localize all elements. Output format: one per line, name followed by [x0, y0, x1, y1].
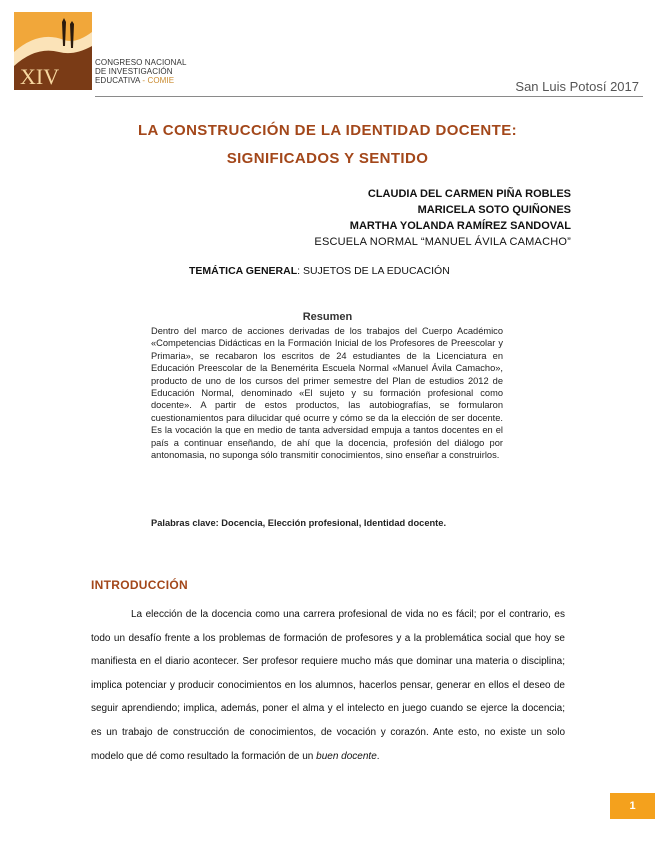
introduction-body	[91, 603, 565, 768]
logo-comie: - COMIE	[140, 76, 175, 85]
event-location: San Luis Potosí 2017	[515, 79, 639, 94]
authors-block	[314, 186, 571, 250]
author-3: MARTHA YOLANDA RAMÍREZ SANDOVAL	[349, 220, 571, 232]
header-divider	[95, 96, 643, 97]
abstract-text: Dentro del marco de acciones derivadas de los trabajos del Cuerpo Académico «Competencias Didácticas en la Formación Inicial de los Profesores de Preescolar y Primaria», se recabaron los escritos de 24 estudiantes de la Licenciatura en Educación Preescolar de la Benemérita Escuela Normal «Manuel Ávila Camacho», producto de uno de los cursos del primer semestre del Plan de estudios 2012 de Educación Normal, denominado «El sujeto y su formación profesional como docente». A partir de estos productos, las autobiografías, se formularon cuestionamientos para dilucidar qué ocurre y cómo se da la elección de ser docente. Es la vocación la que en medio de tanta adversidad empuja a tantos docentes en el país a continuar enseñando, de ahí que la docencia, profesión del diálogo por antonomasia, no suponga sólo transmitir conocimientos, sino enseñar a construirlos.	[151, 326, 503, 461]
tematica-label: TEMÁTICA GENERAL	[189, 265, 298, 277]
author-2: MARICELA SOTO QUIÑONES	[417, 204, 571, 216]
tematica-value: : SUJETOS DE LA EDUCACIÓN	[297, 265, 450, 277]
introduction-paragraph	[91, 603, 565, 768]
page-number: 1	[610, 793, 655, 819]
introduction-end: .	[376, 750, 380, 762]
paper-title-line-1: LA CONSTRUCCIÓN DE LA IDENTIDAD DOCENTE:	[137, 122, 518, 139]
institution: ESCUELA NORMAL “MANUEL ÁVILA CAMACHO”	[314, 236, 571, 248]
keywords-label: Palabras clave:	[151, 518, 219, 528]
logo-line-1: CONGRESO NACIONAL	[95, 58, 187, 67]
introduction-heading: INTRODUCCIÓN	[91, 578, 188, 592]
introduction-text: La elección de la docencia como una carrera profesional de vida no es fácil; por el contrario, es todo un desafío frente a los problemas de formación de profesores y a la problemática social que hoy se manifiesta en el diario acontecer. Ser profesor requiere mucho más que dominar una materia o disciplina; implica potenciar y producir conocimientos en los alumnos, hacerlos pensar, generar en ellos el deseo de seguir aprendiendo; implica, además, poner el alma y el intelecto en juego cuando se ejerce la docencia; es un trabajo de construcción de conocimientos, de vocación y corazón. Ante esto, no existe un solo modelo que dé como resultado la formación de un	[91, 609, 565, 762]
introduction-emphasis: buen docente	[316, 750, 377, 762]
congress-logo	[14, 12, 92, 90]
author-1: CLAUDIA DEL CARMEN PIÑA ROBLES	[367, 188, 571, 200]
logo-numeral: XIV	[20, 64, 60, 89]
keywords	[151, 518, 446, 528]
logo-line-2: DE INVESTIGACIÓN	[95, 67, 173, 76]
paper-title-line-2: SIGNIFICADOS Y SENTIDO	[226, 150, 429, 167]
abstract-heading: Resumen	[302, 311, 353, 323]
logo-line-3: EDUCATIVA	[95, 76, 141, 85]
keywords-list: Docencia, Elección profesional, Identidad docente.	[218, 518, 447, 528]
congress-name	[95, 58, 187, 85]
tematica-general	[189, 265, 450, 277]
